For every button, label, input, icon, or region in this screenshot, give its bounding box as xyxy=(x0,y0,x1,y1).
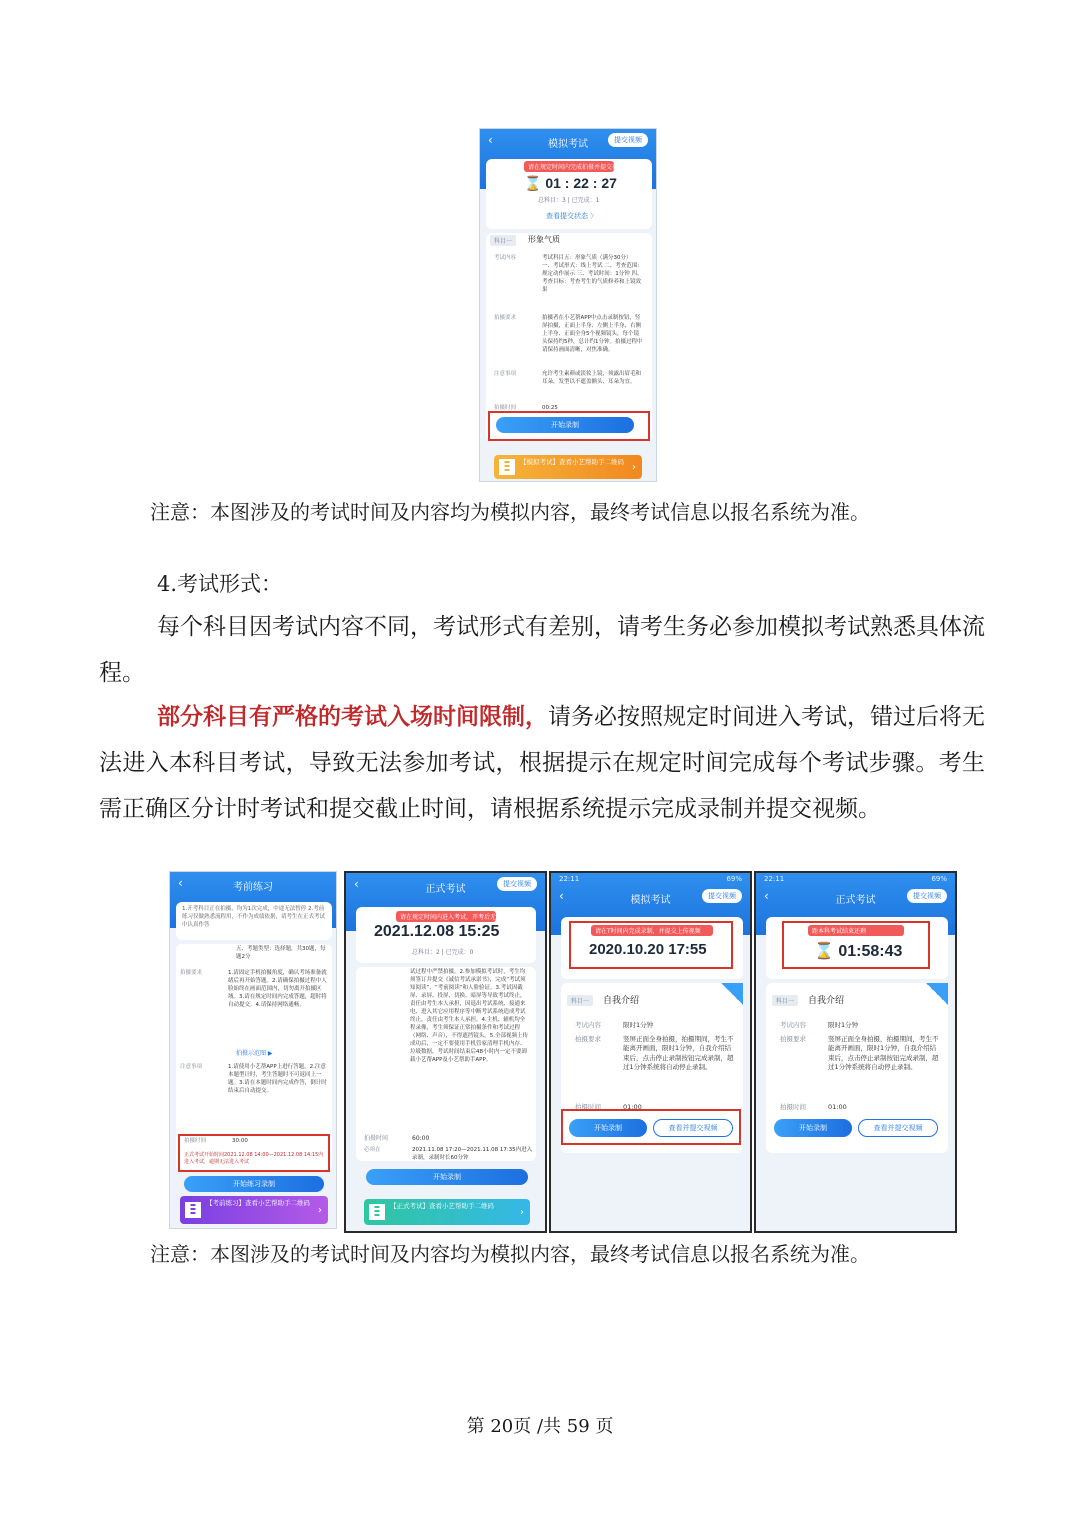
paragraph-exam-format: 每个科目因考试内容不同，考试形式有差别，请考生务必参加模拟考试熟悉具体流程。 xyxy=(99,614,985,686)
paragraph-entry-time: 部分科目有严格的考试入场时间限制，请务必按照规定时间进入考试，错过后将无法进入本科目考试，导致无法参加考试，根据提示在规定时间完成每个考试步骤。考生需正确区分计时考试和提交截止时间，请根据系统提示完成录制并提交视频。 xyxy=(99,703,985,822)
highlight-text: 部分科目有严格的考试入场时间限制， xyxy=(157,703,548,730)
shooting-time-row: 拍摄时间 60:00 xyxy=(364,1135,430,1142)
submit-video-button[interactable]: 提交视频 xyxy=(702,889,742,903)
corner-ribbon xyxy=(721,983,743,1005)
exam-datetime: 2021.12.08 15:25 xyxy=(374,923,500,940)
countdown-card xyxy=(486,159,652,229)
notice-badge: 距本科考试结束还剩 xyxy=(808,925,904,936)
battery-icon: 69% xyxy=(931,875,947,883)
detail-row: 考试内容 限时1分钟 xyxy=(575,1021,654,1029)
battery-icon: 69% xyxy=(726,875,742,883)
submit-video-button[interactable]: 提交视频 xyxy=(907,889,947,903)
header-title: 正式考试 xyxy=(835,894,876,906)
subject-tag: 科目一 xyxy=(772,995,798,1006)
subject-card xyxy=(486,233,652,441)
chevron-right-icon: › xyxy=(318,1205,322,1216)
detail-row: 考试内容 限时1分钟 xyxy=(780,1021,859,1029)
subject-name: 自我介绍 xyxy=(603,996,640,1006)
submit-video-button[interactable]: 提交视频 xyxy=(608,133,648,147)
qr-code-icon xyxy=(185,1202,201,1218)
qr-banner[interactable]: 【模拟考试】查看小艺帮助手二维码 › xyxy=(494,455,642,479)
qr-banner[interactable]: 【正式考试】查看小艺帮助手二维码 › xyxy=(364,1199,530,1225)
countdown-timer: ⌛ 01:58:43 xyxy=(814,943,903,960)
view-submit-video-button[interactable]: 查看并提交视频 xyxy=(653,1119,733,1137)
expand-link[interactable]: 拍摄示范图 ▶ xyxy=(236,1050,273,1057)
back-arrow-icon[interactable]: ‹ xyxy=(178,876,183,890)
screenshot-mock-self-intro: 22:11 69% ‹ 模拟考试 提交视频 请在T时间内完成录制，并提交上传视频 2020.10.20 17:55 科目一 自我介绍 考试内容 限时1分钟 拍摄要求 竖屏正面全身拍摄，拍摄期间，考生不能离开画面，限时1分钟，自我介绍结束后，点击停止录制按钮完成录制，超过1分钟系统将自动停止录制。 拍摄时间 01:00 开始录制 查看并提交视频 xyxy=(549,871,752,1233)
header-title: 考前练习 xyxy=(233,881,273,893)
subject-name: 自我介绍 xyxy=(808,996,845,1006)
detail-row: 拍摄要求 拍摄者在小艺帮APP中点击录制按钮，竖屏拍摄，正面上半身、左侧上半身、右侧上半身、正面全身5个视频镜头，每个镜头保持约5秒，总计约1分钟。拍摄过程中请保持画面清晰，对焦准确。 xyxy=(494,315,643,353)
detail-card: 五、考题类型：选择题，共30题，每题2分 拍摄要求 1.请固定手机拍摄角度，确认考场准备就绪后再开始答题。2.请确保拍摄过程中人脸始终在画面范围内，切勿离开拍摄区域。3.请在规定时间内完成答题，超时将自动提交。4.请保持网络通畅。 拍摄示范图 ▶ 注意事项 1.请使用小艺帮APP上进行答题。2.注意本题型计时，考生答题时不可返回上一题。3.请在本题时间内完成作答，倒计时结束后自动提交。 拍摄时间 30:00 正式考试开始时间2021.12.08 14:00—2021.12.08 14:15内进入考试，逾期无法进入考试 xyxy=(176,944,332,1172)
corner-ribbon xyxy=(926,983,948,1005)
start-recording-button[interactable]: 开始录制 xyxy=(366,1169,528,1185)
disclaimer-note: 注意：本图涉及的考试时间及内容均为模拟内容，最终考试信息以报名系统为准。 xyxy=(150,1242,870,1266)
start-recording-button[interactable]: 开始录制 xyxy=(569,1119,647,1137)
start-practice-button[interactable]: 开始练习录制 xyxy=(184,1176,324,1192)
detail-row: 拍摄要求 1.请固定手机拍摄角度，确认考场准备就绪后再开始答题。2.请确保拍摄过程中人脸始终在画面范围内，切勿离开拍摄区域。3.请在规定时间内完成答题，超时将自动提交。4.请保持网络通畅。 xyxy=(180,970,327,1008)
detail-row: 拍摄时间 01:00 xyxy=(780,1103,847,1111)
notice-badge: 请在T时间内完成录制，并提交上传视频 xyxy=(591,925,713,936)
subject-tag: 科目一 xyxy=(567,995,593,1006)
detail-row: 拍摄时间 30:00 xyxy=(184,1138,248,1144)
detail-row: 拍摄要求 竖屏正面全身拍摄，拍摄期间，考生不能离开画面，限时1分钟，自我介绍结束后，点击停止录制按钮完成录制，超过1分钟系统将自动停止录制。 xyxy=(575,1035,734,1072)
view-submit-video-button[interactable]: 查看并提交视频 xyxy=(858,1119,938,1137)
header-title: 正式考试 xyxy=(425,883,466,895)
progress-line: 总科目：2 | 已完成：0 xyxy=(412,949,474,956)
qr-banner[interactable]: 【考前练习】查看小艺帮助手二维码 › xyxy=(180,1196,328,1224)
back-arrow-icon[interactable]: ‹ xyxy=(488,133,493,147)
detail-row: 拍摄时间 00:25 xyxy=(494,405,558,411)
chevron-right-icon: › xyxy=(520,1207,524,1218)
screenshot-formal-exam xyxy=(344,871,547,1233)
subject-name: 形象气质 xyxy=(528,235,560,244)
highlight-frame xyxy=(178,1134,330,1172)
start-recording-button[interactable]: 开始录制 xyxy=(774,1119,852,1137)
view-status-link[interactable]: 查看提交状态 〉 xyxy=(546,212,598,220)
exam-datetime: 2020.10.20 17:55 xyxy=(589,941,707,958)
notice-card: 1.开考科目正在拍摄，均为1次完成，中途无法暂停 2.考前练习仅做熟悉流程用，不作为成绩依据，请考生在正式考试中认真作答 xyxy=(176,902,332,940)
header-title: 模拟考试 xyxy=(548,138,588,150)
detail-row: 注意事项 允许考生素颜或淡妆上镜，须露出眉毛和耳朵，发型以不遮盖额头、耳朵为宜。 xyxy=(494,371,642,385)
detail-row: 拍摄时间 01:00 xyxy=(575,1103,642,1111)
entry-window-row: 必须在 2021.11.08 17:20—2021.11.08 17:35内进入录制，录制时长60分钟 xyxy=(364,1147,533,1161)
notice-badge: 请在规定时间内进入考试，开考后无法进入 xyxy=(396,911,496,922)
section-heading: 4.考试形式： xyxy=(157,572,283,596)
page-number: 第 20页 /共 59 页 xyxy=(466,1416,614,1437)
screenshot-mock-exam xyxy=(479,128,657,482)
back-arrow-icon[interactable]: ‹ xyxy=(354,877,359,891)
back-arrow-icon[interactable]: ‹ xyxy=(764,889,769,903)
countdown-timer: ⌛ 01 : 22 : 27 xyxy=(524,175,617,191)
progress-line: 总科目：3 | 已完成：1 xyxy=(538,197,600,204)
notice-badge: 请在规定时间内完成拍摄并提交视频 xyxy=(524,161,614,172)
rules-card: 试过程中严禁拍摄。2.参加模拟考试时，考生均须签订并提交《诚信考试承诺书》，完成“考试须知阅读”、“考前阅读”和人脸验证。3.考试因截屏、录屏、投屏、切换、暗屏等导致考试终止，责任由考生本人承担，因退出考试系统、接通来电、进入其它应用程序等中断考试系统造成考试终止，责任由考生本人承担。4.主机、辅机均全程录像，考生须保证正常拍摄条件和考试过程（网络、声音），不得遮挡镜头。5.全部视频上传成功后，一定不要使用手机管家清理手机内存、垃圾数据，考试时间结束后48小时内一定不要卸载小艺帮APP及小艺帮助手APP。 xyxy=(356,967,536,1161)
detail-row: 正式考试开始时间2021.12.08 14:00—2021.12.08 14:15内进入考试，逾期无法进入考试 xyxy=(184,1152,324,1166)
submit-video-button[interactable]: 提交视频 xyxy=(497,877,537,891)
qr-code-icon xyxy=(369,1204,385,1220)
back-arrow-icon[interactable]: ‹ xyxy=(559,889,564,903)
detail-row: 考试内容 考试科目五：形象气质（满分30分） 一、考试形式：线上考试 二、考查范围：规定动作展示 三、考试时间：1分钟 四、考查目标：考查考生的气质修养和上镜效果 xyxy=(494,255,643,293)
header-title: 模拟考试 xyxy=(630,894,671,906)
detail-row: 注意事项 1.请使用小艺帮APP上进行答题。2.注意本题型计时，考生答题时不可返回上一题。3.请在本题时间内完成作答，倒计时结束后自动提交。 xyxy=(180,1064,327,1094)
subject-tag: 科目一 xyxy=(490,235,516,246)
highlight-frame xyxy=(488,411,650,441)
chevron-right-icon: › xyxy=(632,462,636,473)
disclaimer-note: 注意：本图涉及的考试时间及内容均为模拟内容，最终考试信息以报名系统为准。 xyxy=(150,500,870,524)
detail-row: 拍摄要求 竖屏正面全身拍摄，拍摄期间，考生不能离开画面，限时1分钟，自我介绍结束后，点击停止录制按钮完成录制，超过1分钟系统将自动停止录制。 xyxy=(780,1035,939,1072)
qr-code-icon xyxy=(499,459,515,475)
datetime-card xyxy=(356,907,536,963)
screenshot-practice xyxy=(169,871,337,1229)
screenshot-formal-self-intro: 22:11 69% ‹ 正式考试 提交视频 距本科考试结束还剩 ⌛ 01:58:43 科目一 自我介绍 考试内容 限时1分钟 拍摄要求 竖屏正面全身拍摄，拍摄期间，考生不能离开画面，限时1分钟，自我介绍结束后，点击停止录制按钮完成录制，超过1分钟系统将自动停止录制。 拍摄时间 01:00 开始录制 查看并提交视频 xyxy=(754,871,957,1233)
start-recording-button[interactable]: 开始录制 xyxy=(496,417,634,433)
